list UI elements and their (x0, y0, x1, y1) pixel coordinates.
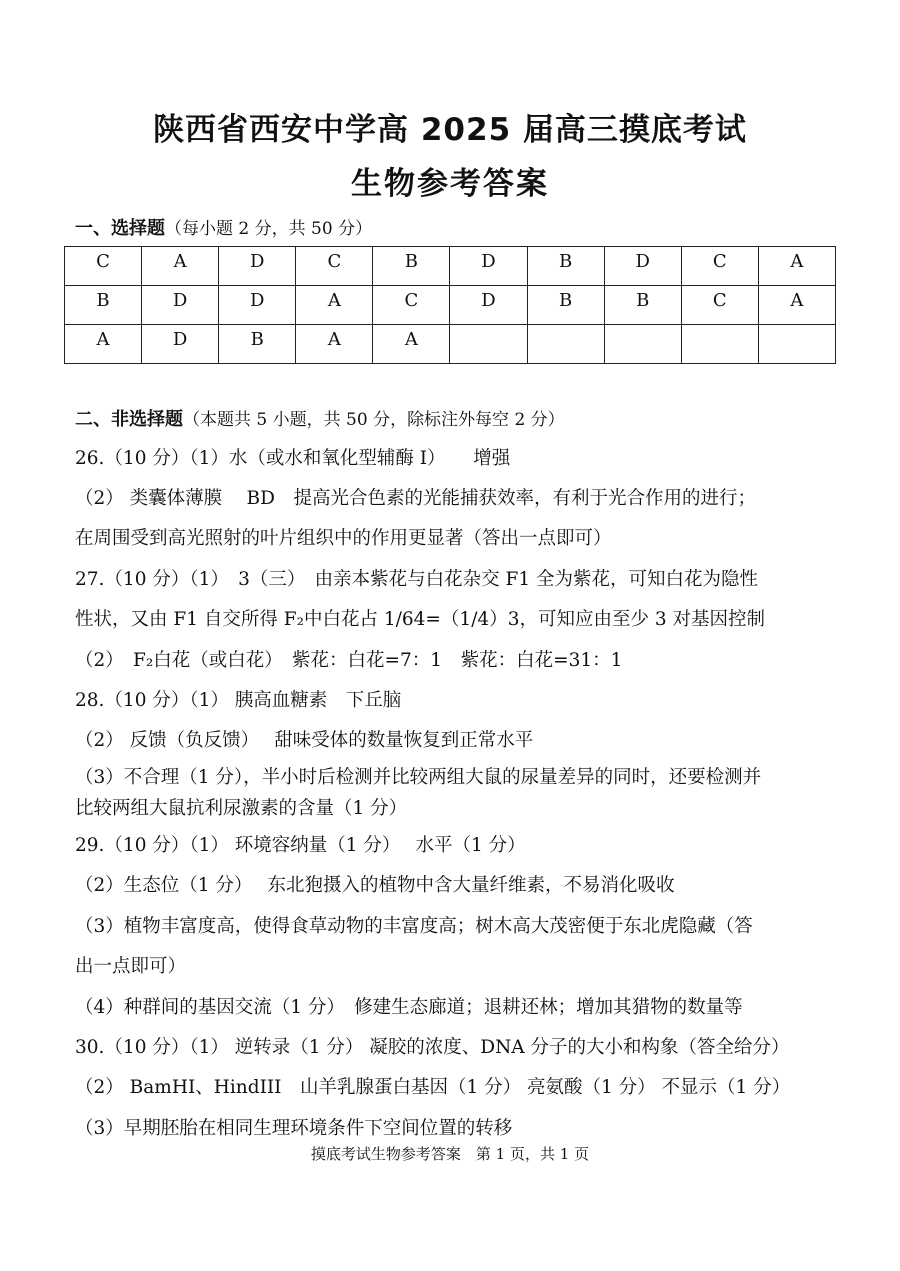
answer-line: （4）种群间的基因交流（1 分） 修建生态廊道；退耕还林；增加其猎物的数量等 (75, 997, 743, 1018)
section-title: 一、选择题 (75, 218, 165, 239)
answer-line: （2）生态位（1 分） 东北狍摄入的植物中含大量纤维素，不易消化吸收 (75, 875, 675, 896)
answer-line: 30.（10 分）（1） 逆转录（1 分） 凝胶的浓度、DNA 分子的大小和构象（答全给分） (75, 1037, 790, 1058)
answer-row (65, 247, 836, 286)
answer-line: （2） 反馈（负反馈） 甜味受体的数量恢复到正常水平 (75, 730, 534, 751)
answer-cell: D (604, 247, 681, 286)
answer-cell (604, 325, 681, 364)
answer-line: 在周围受到高光照射的叶片组织中的作用更显著（答出一点即可） (75, 528, 612, 549)
answer-cell: D (450, 286, 527, 325)
answer-cell: A (142, 247, 219, 286)
answer-cell: A (65, 325, 142, 364)
answer-cell: C (681, 286, 758, 325)
page-subtitle: 生物参考答案 (351, 166, 549, 202)
section-note: （本题共 5 小题，共 50 分，除标注外每空 2 分） (183, 410, 565, 430)
answer-cell (681, 325, 758, 364)
answer-line: （2） F₂白花（或白花） 紫花：白花=7：1 紫花：白花=31：1 (75, 650, 623, 671)
section-note: （每小题 2 分，共 50 分） (165, 219, 373, 239)
section-heading-nonchoice (75, 405, 565, 431)
answer-cell: D (450, 247, 527, 286)
answer-line: （3）早期胚胎在相同生理环境条件下空间位置的转移 (75, 1118, 513, 1139)
answer-cell: B (604, 286, 681, 325)
answer-cell (527, 325, 604, 364)
answer-cell (450, 325, 527, 364)
answer-cell: A (373, 325, 450, 364)
answer-cell: B (527, 247, 604, 286)
answer-line: 26.（10 分）（1）水（或水和氧化型辅酶 I） 增强 (75, 448, 511, 469)
answer-cell: A (296, 286, 373, 325)
answer-line: （2） BamHI、HindIII 山羊乳腺蛋白基因（1 分） 亮氨酸（1 分） 不显示（1 分） (75, 1077, 791, 1098)
answer-cell: B (219, 325, 296, 364)
answer-line: 出一点即可） (75, 956, 187, 977)
answer-cell: D (142, 286, 219, 325)
answer-line: （2） 类囊体薄膜 BD 提高光合色素的光能捕获效率，有利于光合作用的进行； (75, 488, 756, 509)
answer-cell: B (65, 286, 142, 325)
answer-row (65, 286, 836, 325)
answer-line: 29.（10 分）（1） 环境容纳量（1 分） 水平（1 分） (75, 835, 526, 856)
answer-cell (758, 325, 835, 364)
answer-cell: B (373, 247, 450, 286)
answer-line: （3）植物丰富度高，使得食草动物的丰富度高；树木高大茂密便于东北虎隐藏（答 (75, 916, 753, 937)
answer-cell: C (373, 286, 450, 325)
answer-line: 28.（10 分）（1） 胰高血糖素 下丘脑 (75, 690, 402, 711)
answer-line: 27.（10 分）（1） 3（三） 由亲本紫花与白花杂交 F1 全为紫花，可知白花为隐性 (75, 569, 759, 590)
page-footer: 摸底考试生物参考答案 第 1 页，共 1 页 (310, 1145, 590, 1163)
answer-table (64, 246, 836, 364)
answer-row (65, 325, 836, 364)
answer-cell: D (142, 325, 219, 364)
answer-cell: D (219, 247, 296, 286)
section-title: 二、非选择题 (75, 409, 183, 430)
page-title: 陕西省西安中学高 2025 届高三摸底考试 (153, 112, 747, 148)
answer-cell: A (758, 247, 835, 286)
answer-cell: D (219, 286, 296, 325)
answer-line: 比较两组大鼠抗利尿激素的含量（1 分） (75, 798, 408, 819)
answer-cell: C (65, 247, 142, 286)
answer-cell: B (527, 286, 604, 325)
answer-line: 性状，又由 F1 自交所得 F₂中白花占 1/64=（1/4）3，可知应由至少 3 对基因控制 (75, 609, 766, 630)
answer-cell: A (296, 325, 373, 364)
answer-cell: C (296, 247, 373, 286)
answer-cell: A (758, 286, 835, 325)
answer-line: （3）不合理（1 分），半小时后检测并比较两组大鼠的尿量差异的同时，还要检测并 (75, 767, 762, 788)
section-heading-choice (75, 214, 372, 240)
answer-cell: C (681, 247, 758, 286)
